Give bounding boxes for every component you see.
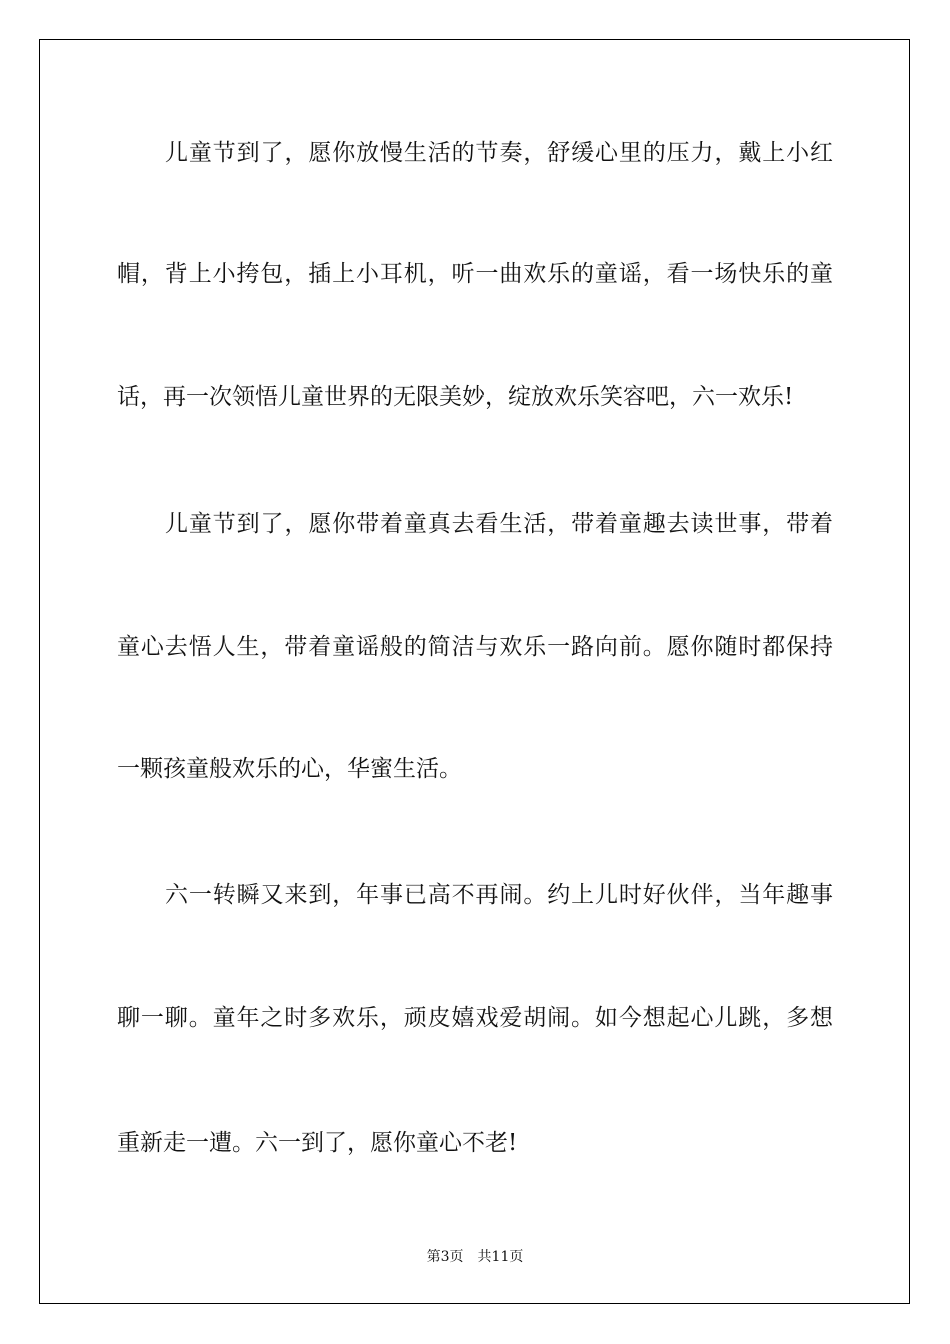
paragraph-3-line-3: 重新走一遭。六一到了，愿你童心不老! (117, 1130, 518, 1156)
page-number: 第3页 (426, 1249, 464, 1265)
paragraph-3-line-2: 聊一聊。童年之时多欢乐，顽皮嬉戏爱胡闹。如今想起心儿跳，多想 (117, 1005, 833, 1031)
paragraph-2-line-1: 儿童节到了，愿你带着童真去看生活，带着童趣去读世事，带着 (165, 511, 833, 537)
paragraph-1-line-3: 话，再一次领悟儿童世界的无限美妙，绽放欢乐笑容吧，六一欢乐! (117, 384, 794, 410)
page-total: 共11页 (477, 1249, 524, 1265)
paragraph-2-line-3: 一颗孩童般欢乐的心，华蜜生活。 (117, 756, 462, 782)
paragraph-2-line-2: 童心去悟人生，带着童谣般的简洁与欢乐一路向前。愿你随时都保持 (117, 634, 833, 660)
paragraph-1-line-1: 儿童节到了，愿你放慢生活的节奏，舒缓心里的压力，戴上小红 (165, 140, 833, 166)
paragraph-1-line-2: 帽，背上小挎包，插上小耳机，听一曲欢乐的童谣，看一场快乐的童 (117, 261, 833, 287)
paragraph-3-line-1: 六一转瞬又来到，年事已高不再闹。约上儿时好伙伴，当年趣事 (165, 882, 833, 908)
page-footer (0, 1247, 950, 1267)
page-border (39, 39, 910, 1304)
